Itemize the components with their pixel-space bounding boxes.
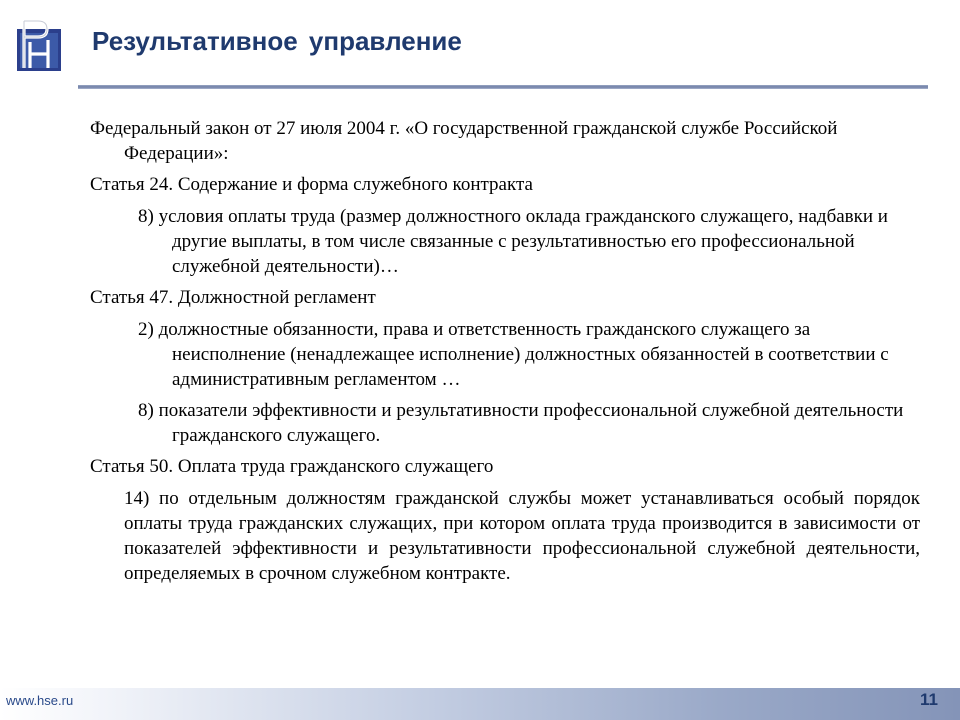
slide-content	[90, 116, 920, 586]
article-24-item-8: 8) условия оплаты труда (размер должностного оклада гражданского служащего, надбавки и другие выплаты, в том числе связанные с результативностью его профессиональной служебной деятельности)…	[138, 206, 888, 277]
hse-logo-icon	[14, 12, 64, 74]
article-47-heading: Статья 47. Должностной регламент	[90, 287, 376, 308]
footer-url[interactable]: www.hse.ru	[6, 693, 74, 708]
law-intro: Федеральный закон от 27 июля 2004 г. «О государственной гражданской службе Российской Федерации»:	[90, 118, 838, 164]
slide-title: Результативное управление	[92, 26, 462, 56]
title-divider	[78, 85, 928, 89]
article-50-item-14: 14) по отдельным должностям гражданской службы может устанавливаться особый порядок оплаты труда гражданских служащих, при котором оплата труда производится в зависимости от показателей эффективности и результативности профессиональной служебной деятельности, определяемых в срочном служебном контракте.	[124, 488, 920, 584]
article-50-heading: Статья 50. Оплата труда гражданского служащего	[90, 456, 494, 477]
footer-bar	[0, 688, 960, 720]
article-47-item-2: 2) должностные обязанности, права и ответственность гражданского служащего за неисполнение (ненадлежащее исполнение) должностных обязанностей в соответствии с административным регламентом …	[138, 319, 889, 390]
article-24-heading: Статья 24. Содержание и форма служебного контракта	[90, 174, 533, 195]
hse-logo	[14, 12, 64, 74]
article-47-item-8: 8) показатели эффективности и результативности профессиональной служебной деятельности гражданского служащего.	[138, 400, 904, 446]
page-number: 11	[920, 690, 938, 709]
